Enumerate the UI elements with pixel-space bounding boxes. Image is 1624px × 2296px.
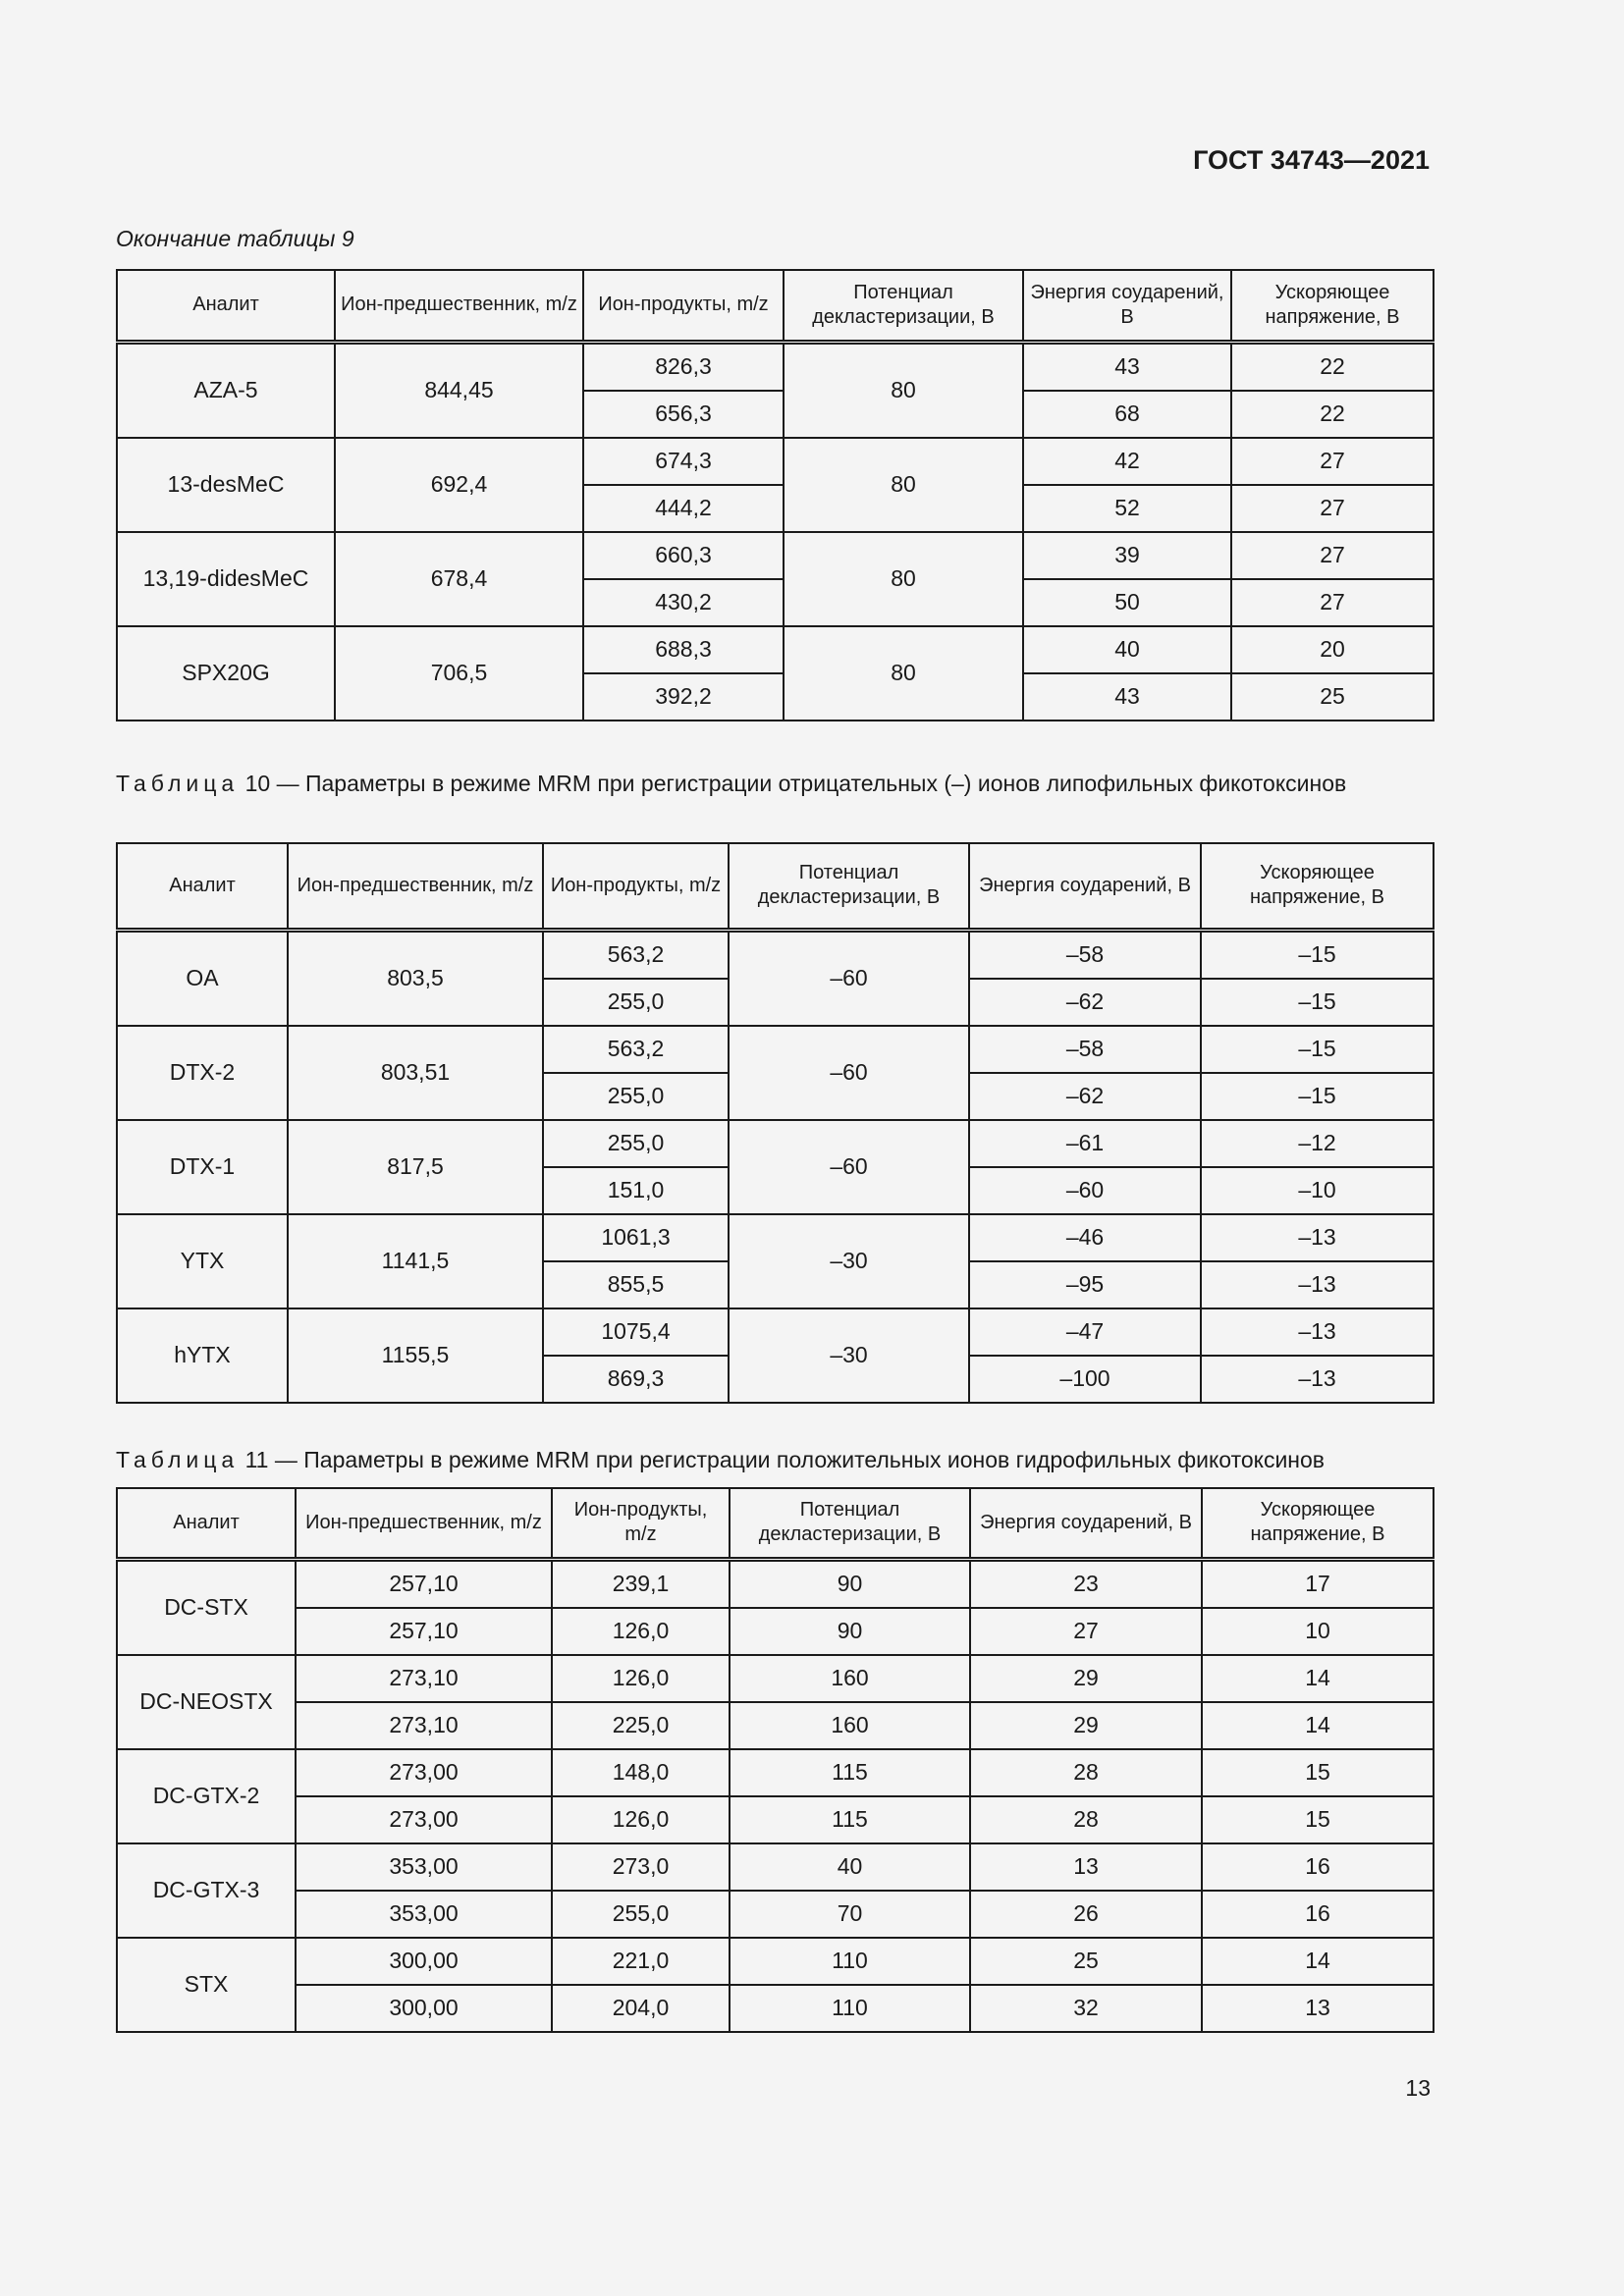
precursor-cell: 257,10 xyxy=(296,1559,552,1608)
table-header-row xyxy=(117,270,1434,342)
product-cell: 444,2 xyxy=(583,485,784,532)
col-header: Ион-предшественник, m/z xyxy=(288,843,543,930)
product-cell: 126,0 xyxy=(552,1608,730,1655)
product-cell: 563,2 xyxy=(543,930,729,979)
product-cell: 239,1 xyxy=(552,1559,730,1608)
col-header: Энергия соударений, В xyxy=(969,843,1201,930)
analyte-cell: DTX-2 xyxy=(117,1026,288,1120)
product-cell: 430,2 xyxy=(583,579,784,626)
energy-cell: –61 xyxy=(969,1120,1201,1167)
voltage-cell: –12 xyxy=(1201,1120,1434,1167)
col-header: Ион-продукты, m/z xyxy=(552,1488,730,1559)
product-cell: 204,0 xyxy=(552,1985,730,2032)
precursor-cell: 692,4 xyxy=(335,438,583,532)
voltage-cell: 15 xyxy=(1202,1749,1434,1796)
col-header: Ускоряющее напряжение, В xyxy=(1201,843,1434,930)
voltage-cell: 14 xyxy=(1202,1938,1434,1985)
potential-cell: –30 xyxy=(729,1308,969,1403)
table-row xyxy=(117,438,1434,485)
col-header: Ускоряющее напряжение, В xyxy=(1231,270,1434,342)
voltage-cell: 27 xyxy=(1231,579,1434,626)
analyte-cell: SPX20G xyxy=(117,626,335,721)
potential-cell: 80 xyxy=(784,532,1023,626)
potential-cell: 115 xyxy=(730,1796,970,1843)
table-row xyxy=(117,1938,1434,1985)
potential-cell: 160 xyxy=(730,1702,970,1749)
product-cell: 826,3 xyxy=(583,342,784,391)
voltage-cell: 17 xyxy=(1202,1559,1434,1608)
analyte-cell: AZA-5 xyxy=(117,342,335,438)
voltage-cell: 16 xyxy=(1202,1891,1434,1938)
voltage-cell: 20 xyxy=(1231,626,1434,673)
table-label: Таблица xyxy=(116,1447,240,1472)
voltage-cell: 14 xyxy=(1202,1655,1434,1702)
table-title: — Параметры в режиме MRM при регистрации отрицательных (–) ионов липофильных фикотоксинов xyxy=(276,771,1347,796)
voltage-cell: –13 xyxy=(1201,1261,1434,1308)
table-row xyxy=(117,1655,1434,1702)
col-header: Потенциал декластеризации, В xyxy=(729,843,969,930)
analyte-cell: hYTX xyxy=(117,1308,288,1403)
precursor-cell: 273,00 xyxy=(296,1796,552,1843)
energy-cell: –100 xyxy=(969,1356,1201,1403)
analyte-cell: YTX xyxy=(117,1214,288,1308)
potential-cell: 80 xyxy=(784,626,1023,721)
analyte-cell: 13-desMeC xyxy=(117,438,335,532)
energy-cell: –95 xyxy=(969,1261,1201,1308)
col-header: Аналит xyxy=(117,270,335,342)
energy-cell: 43 xyxy=(1023,673,1231,721)
col-header: Аналит xyxy=(117,843,288,930)
energy-cell: 39 xyxy=(1023,532,1231,579)
table-row xyxy=(117,930,1434,979)
energy-cell: –58 xyxy=(969,1026,1201,1073)
precursor-cell: 1141,5 xyxy=(288,1214,543,1308)
energy-cell: 13 xyxy=(970,1843,1202,1891)
voltage-cell: 15 xyxy=(1202,1796,1434,1843)
potential-cell: 90 xyxy=(730,1559,970,1608)
potential-cell: –60 xyxy=(729,930,969,1026)
energy-cell: 32 xyxy=(970,1985,1202,2032)
table-row xyxy=(117,1608,1434,1655)
table10-caption xyxy=(116,769,1432,799)
voltage-cell: 22 xyxy=(1231,342,1434,391)
energy-cell: –60 xyxy=(969,1167,1201,1214)
energy-cell: 29 xyxy=(970,1655,1202,1702)
energy-cell: 28 xyxy=(970,1796,1202,1843)
voltage-cell: 25 xyxy=(1231,673,1434,721)
energy-cell: 29 xyxy=(970,1702,1202,1749)
voltage-cell: 27 xyxy=(1231,532,1434,579)
voltage-cell: 13 xyxy=(1202,1985,1434,2032)
product-cell: 273,0 xyxy=(552,1843,730,1891)
analyte-cell: DC-GTX-3 xyxy=(117,1843,296,1938)
energy-cell: –58 xyxy=(969,930,1201,979)
energy-cell: 28 xyxy=(970,1749,1202,1796)
energy-cell: 68 xyxy=(1023,391,1231,438)
potential-cell: 80 xyxy=(784,438,1023,532)
energy-cell: –46 xyxy=(969,1214,1201,1261)
energy-cell: 43 xyxy=(1023,342,1231,391)
col-header: Потенциал декластеризации, В xyxy=(730,1488,970,1559)
col-header: Ион-предшественник, m/z xyxy=(335,270,583,342)
voltage-cell: –13 xyxy=(1201,1214,1434,1261)
voltage-cell: 10 xyxy=(1202,1608,1434,1655)
voltage-cell: –15 xyxy=(1201,1026,1434,1073)
voltage-cell: –10 xyxy=(1201,1167,1434,1214)
analyte-cell: OA xyxy=(117,930,288,1026)
precursor-cell: 273,00 xyxy=(296,1749,552,1796)
potential-cell: 110 xyxy=(730,1938,970,1985)
voltage-cell: –13 xyxy=(1201,1356,1434,1403)
voltage-cell: –13 xyxy=(1201,1308,1434,1356)
precursor-cell: 273,10 xyxy=(296,1702,552,1749)
table-row xyxy=(117,1796,1434,1843)
col-header: Потенциал декластеризации, В xyxy=(784,270,1023,342)
table-header-row xyxy=(117,1488,1434,1559)
energy-cell: 42 xyxy=(1023,438,1231,485)
table-number: 10 xyxy=(244,771,271,796)
voltage-cell: –15 xyxy=(1201,930,1434,979)
voltage-cell: –15 xyxy=(1201,979,1434,1026)
voltage-cell: 16 xyxy=(1202,1843,1434,1891)
voltage-cell: 27 xyxy=(1231,485,1434,532)
precursor-cell: 300,00 xyxy=(296,1938,552,1985)
precursor-cell: 844,45 xyxy=(335,342,583,438)
product-cell: 1061,3 xyxy=(543,1214,729,1261)
potential-cell: 160 xyxy=(730,1655,970,1702)
analyte-cell: DC-NEOSTX xyxy=(117,1655,296,1749)
col-header: Ион-предшественник, m/z xyxy=(296,1488,552,1559)
precursor-cell: 706,5 xyxy=(335,626,583,721)
table-row xyxy=(117,1891,1434,1938)
energy-cell: 40 xyxy=(1023,626,1231,673)
product-cell: 255,0 xyxy=(543,979,729,1026)
precursor-cell: 678,4 xyxy=(335,532,583,626)
col-header: Энергия соударений, В xyxy=(970,1488,1202,1559)
col-header: Ион-продукты, m/z xyxy=(583,270,784,342)
table10 xyxy=(116,842,1435,1404)
analyte-cell: DC-GTX-2 xyxy=(117,1749,296,1843)
table11-caption xyxy=(116,1445,1432,1475)
col-header: Аналит xyxy=(117,1488,296,1559)
product-cell: 126,0 xyxy=(552,1655,730,1702)
col-header: Ион-продукты, m/z xyxy=(543,843,729,930)
energy-cell: 52 xyxy=(1023,485,1231,532)
product-cell: 1075,4 xyxy=(543,1308,729,1356)
table-row xyxy=(117,1702,1434,1749)
table11 xyxy=(116,1487,1435,2033)
table-row xyxy=(117,1214,1434,1261)
analyte-cell: DTX-1 xyxy=(117,1120,288,1214)
voltage-cell: 27 xyxy=(1231,438,1434,485)
precursor-cell: 273,10 xyxy=(296,1655,552,1702)
table-row xyxy=(117,1985,1434,2032)
energy-cell: –47 xyxy=(969,1308,1201,1356)
table-row xyxy=(117,1843,1434,1891)
potential-cell: –60 xyxy=(729,1120,969,1214)
table-row xyxy=(117,1308,1434,1356)
table-row xyxy=(117,1749,1434,1796)
potential-cell: 115 xyxy=(730,1749,970,1796)
product-cell: 674,3 xyxy=(583,438,784,485)
precursor-cell: 803,51 xyxy=(288,1026,543,1120)
analyte-cell: 13,19-didesMeC xyxy=(117,532,335,626)
energy-cell: –62 xyxy=(969,1073,1201,1120)
potential-cell: –60 xyxy=(729,1026,969,1120)
table9 xyxy=(116,269,1435,721)
energy-cell: –62 xyxy=(969,979,1201,1026)
table-header-row xyxy=(117,843,1434,930)
col-header: Ускоряющее напряжение, В xyxy=(1202,1488,1434,1559)
potential-cell: 70 xyxy=(730,1891,970,1938)
precursor-cell: 803,5 xyxy=(288,930,543,1026)
table-label: Таблица xyxy=(116,771,240,796)
precursor-cell: 300,00 xyxy=(296,1985,552,2032)
potential-cell: 80 xyxy=(784,342,1023,438)
document-header: ГОСТ 34743—2021 xyxy=(1193,145,1430,175)
product-cell: 869,3 xyxy=(543,1356,729,1403)
product-cell: 656,3 xyxy=(583,391,784,438)
potential-cell: 90 xyxy=(730,1608,970,1655)
table-row xyxy=(117,342,1434,391)
product-cell: 221,0 xyxy=(552,1938,730,1985)
potential-cell: 110 xyxy=(730,1985,970,2032)
analyte-cell: STX xyxy=(117,1938,296,2032)
product-cell: 392,2 xyxy=(583,673,784,721)
product-cell: 255,0 xyxy=(543,1073,729,1120)
product-cell: 688,3 xyxy=(583,626,784,673)
product-cell: 225,0 xyxy=(552,1702,730,1749)
potential-cell: 40 xyxy=(730,1843,970,1891)
table-title: — Параметры в режиме MRM при регистрации положительных ионов гидрофильных фикотоксинов xyxy=(274,1447,1326,1472)
product-cell: 255,0 xyxy=(552,1891,730,1938)
precursor-cell: 1155,5 xyxy=(288,1308,543,1403)
product-cell: 148,0 xyxy=(552,1749,730,1796)
energy-cell: 25 xyxy=(970,1938,1202,1985)
analyte-cell: DC-STX xyxy=(117,1559,296,1655)
table-row xyxy=(117,1559,1434,1608)
table-row xyxy=(117,1120,1434,1167)
precursor-cell: 353,00 xyxy=(296,1891,552,1938)
product-cell: 855,5 xyxy=(543,1261,729,1308)
energy-cell: 27 xyxy=(970,1608,1202,1655)
voltage-cell: 14 xyxy=(1202,1702,1434,1749)
product-cell: 563,2 xyxy=(543,1026,729,1073)
product-cell: 255,0 xyxy=(543,1120,729,1167)
page-number: 13 xyxy=(1405,2075,1431,2101)
table9-caption: Окончание таблицы 9 xyxy=(116,226,354,251)
potential-cell: –30 xyxy=(729,1214,969,1308)
table-row xyxy=(117,532,1434,579)
energy-cell: 26 xyxy=(970,1891,1202,1938)
voltage-cell: 22 xyxy=(1231,391,1434,438)
product-cell: 126,0 xyxy=(552,1796,730,1843)
precursor-cell: 353,00 xyxy=(296,1843,552,1891)
precursor-cell: 817,5 xyxy=(288,1120,543,1214)
table-row xyxy=(117,1026,1434,1073)
voltage-cell: –15 xyxy=(1201,1073,1434,1120)
table-number: 11 xyxy=(244,1447,269,1472)
col-header: Энергия соударений, В xyxy=(1023,270,1231,342)
product-cell: 660,3 xyxy=(583,532,784,579)
energy-cell: 50 xyxy=(1023,579,1231,626)
product-cell: 151,0 xyxy=(543,1167,729,1214)
precursor-cell: 257,10 xyxy=(296,1608,552,1655)
table-row xyxy=(117,626,1434,673)
energy-cell: 23 xyxy=(970,1559,1202,1608)
